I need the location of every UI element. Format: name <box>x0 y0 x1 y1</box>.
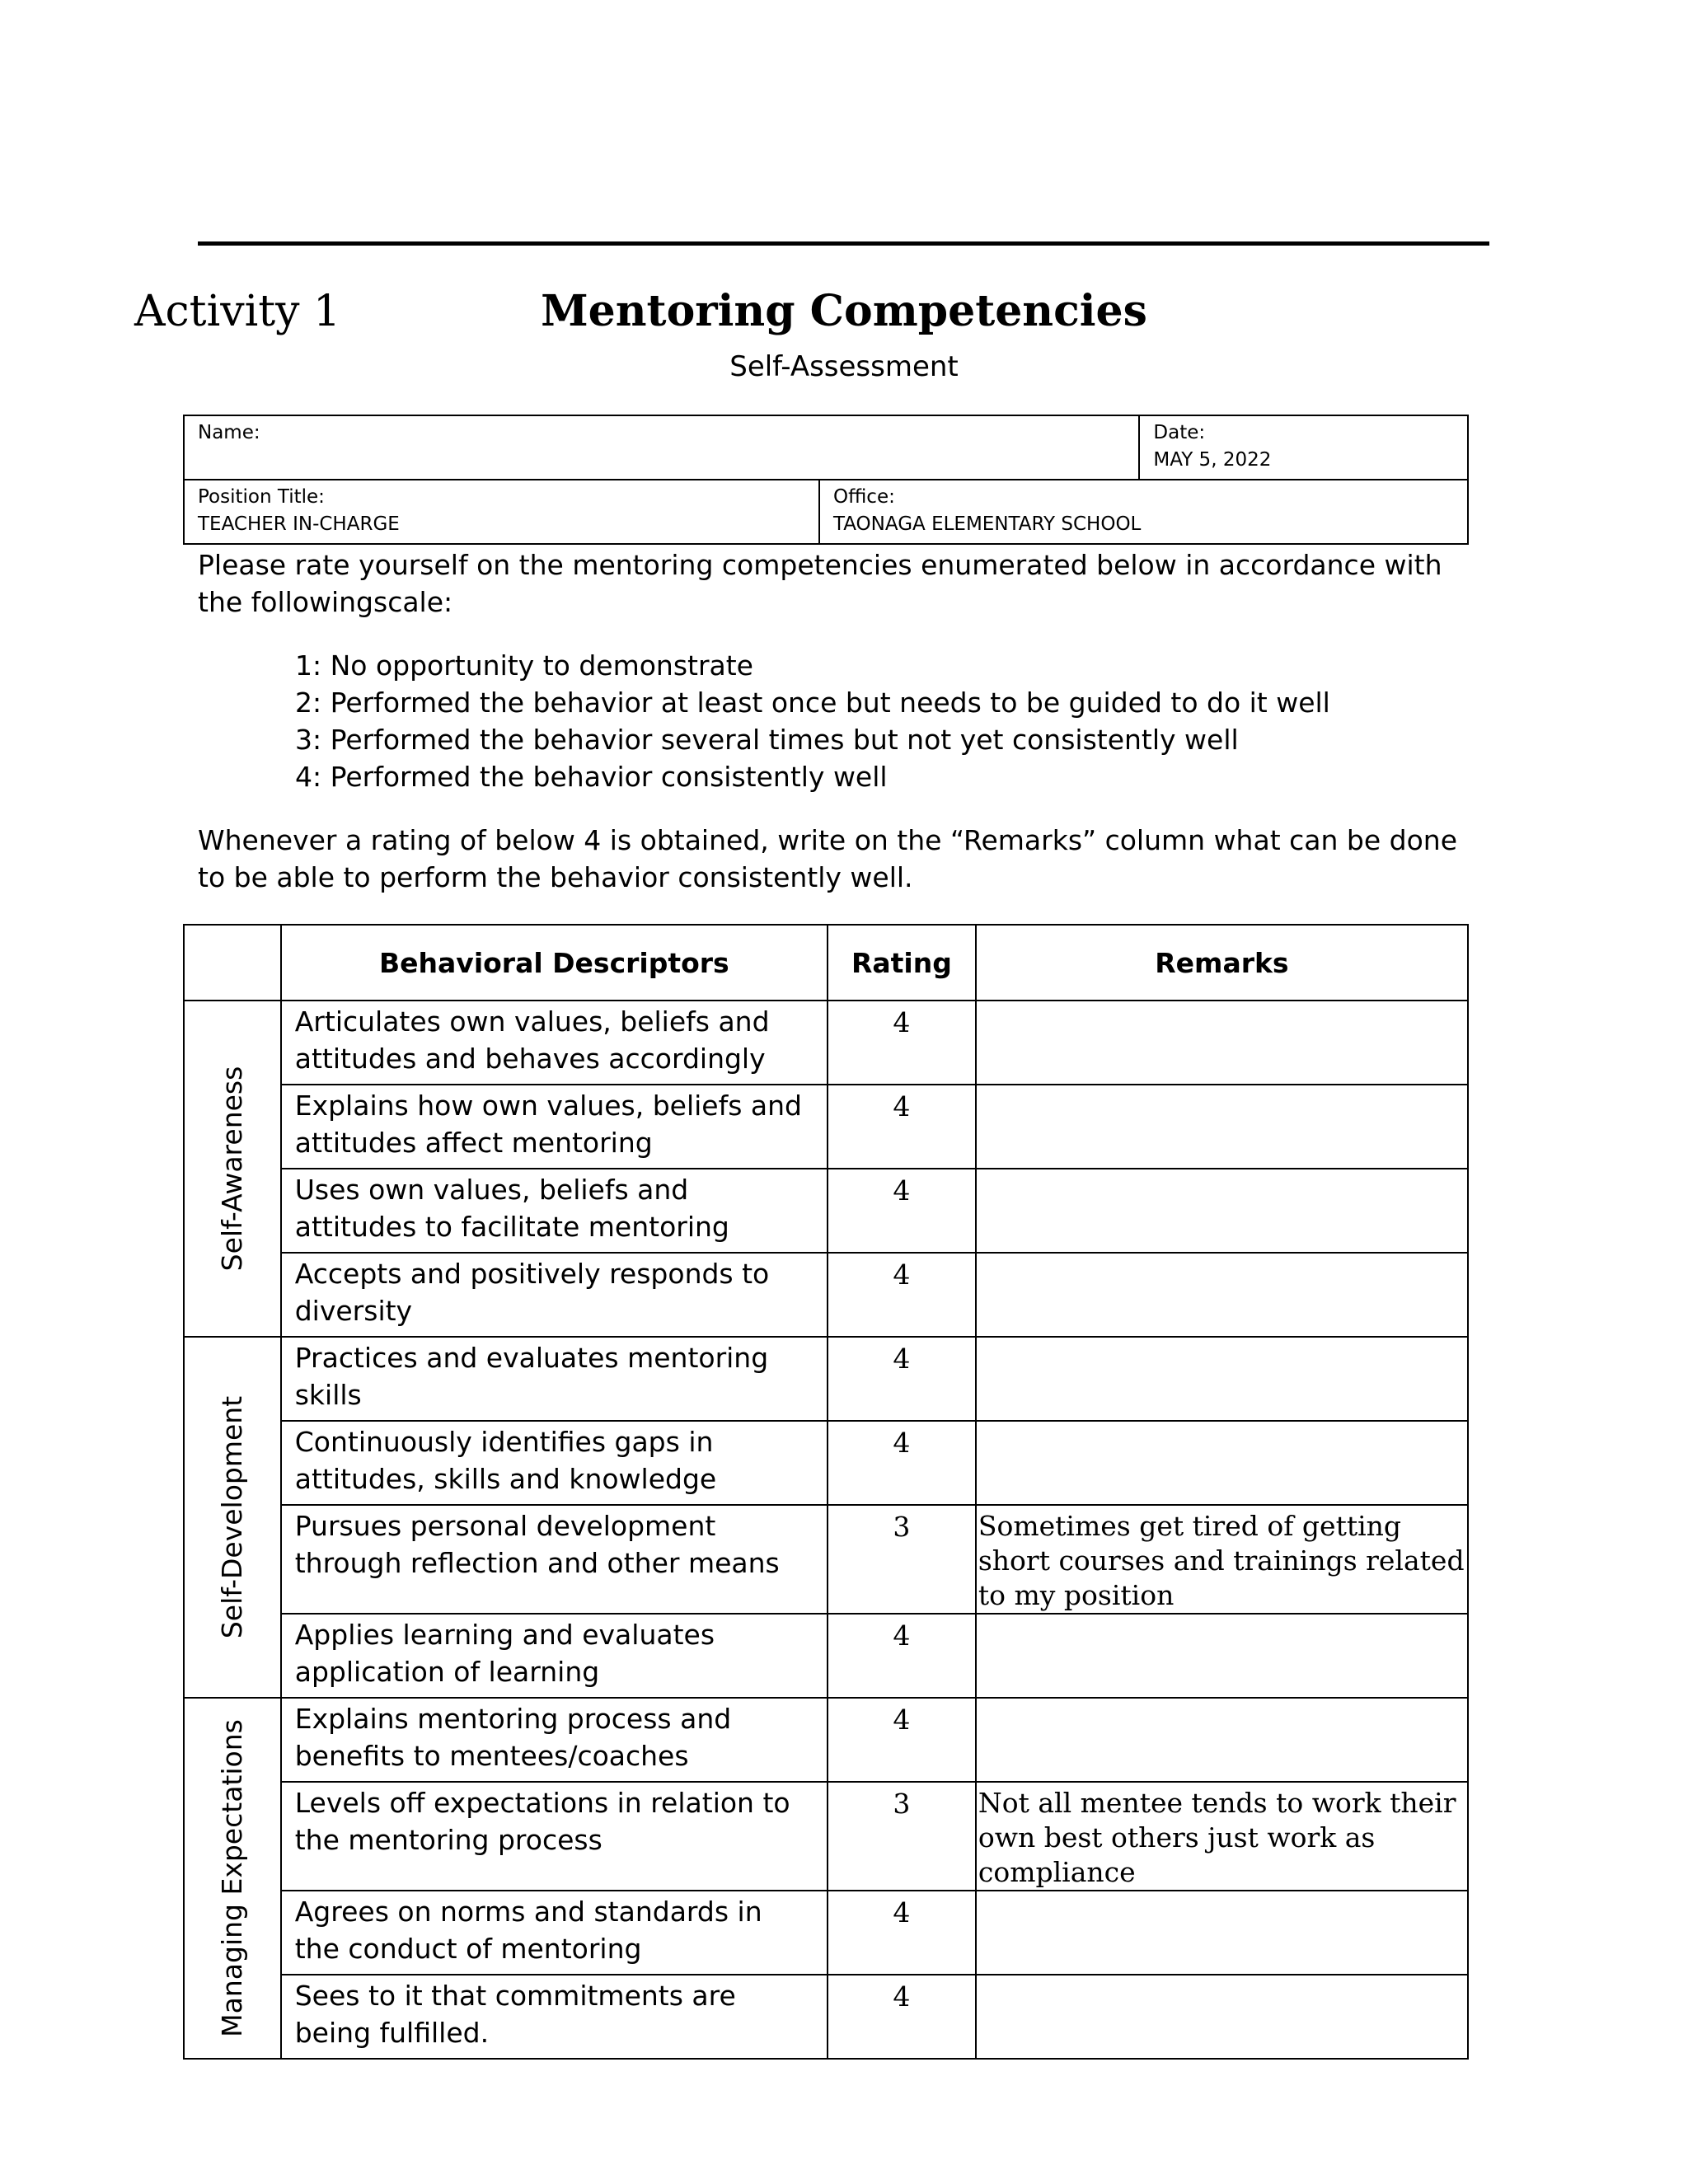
position-label: Position Title: <box>198 486 325 508</box>
rating-cell[interactable]: 4 <box>828 1337 976 1421</box>
page-title: Mentoring Competencies <box>541 286 1147 336</box>
rating-cell[interactable]: 4 <box>828 1421 976 1505</box>
rating-cell[interactable]: 4 <box>828 1614 976 1698</box>
name-label: Name: <box>198 422 260 443</box>
scale-item: 4: Performed the behavior consistently well <box>295 761 888 793</box>
office-value: TAONAGA ELEMENTARY SCHOOL <box>832 513 1142 535</box>
remarks-note: Whenever a rating of below 4 is obtained, write on the “Remarks” column what can be done to be able to perform the behavior consistently well. <box>198 824 1457 893</box>
category-label: Managing Expectations <box>215 1719 248 2037</box>
rating-scale <box>295 647 1330 795</box>
category-label: Self-Awareness <box>215 1066 248 1272</box>
date-value: MAY 5, 2022 <box>1153 449 1272 471</box>
rating-header: Rating <box>828 925 976 1001</box>
remarks-cell[interactable] <box>976 1085 1468 1169</box>
category-managing-expectations <box>184 1698 281 2059</box>
remarks-header: Remarks <box>976 925 1468 1001</box>
rating-cell[interactable]: 4 <box>828 1001 976 1085</box>
name-field[interactable] <box>184 415 1139 480</box>
descriptor-cell: Explains how own values, beliefs and attitudes affect mentoring <box>281 1085 828 1169</box>
rating-cell[interactable]: 4 <box>828 1975 976 2059</box>
remarks-cell[interactable]: Sometimes get tired of getting short courses and trainings related to my position <box>976 1505 1468 1614</box>
header-rule <box>198 241 1489 246</box>
descriptor-cell: Sees to it that commitments are being fulfilled. <box>281 1975 828 2059</box>
position-value: TEACHER IN-CHARGE <box>198 513 400 535</box>
remarks-cell[interactable]: Not all mentee tends to work their own best others just work as compliance <box>976 1782 1468 1891</box>
rating-cell[interactable]: 3 <box>828 1782 976 1891</box>
category-self-awareness <box>184 1001 281 1337</box>
remarks-cell[interactable] <box>976 1253 1468 1337</box>
rating-cell[interactable]: 4 <box>828 1085 976 1169</box>
rating-cell[interactable]: 3 <box>828 1505 976 1614</box>
competency-table <box>183 924 1469 2060</box>
descriptor-cell: Continuously identifies gaps in attitudes, skills and knowledge <box>281 1421 828 1505</box>
date-label: Date: <box>1153 422 1206 443</box>
remarks-cell[interactable] <box>976 1891 1468 1975</box>
descriptor-cell: Pursues personal development through reflection and other means <box>281 1505 828 1614</box>
office-label: Office: <box>832 486 895 508</box>
instructions-text: Please rate yourself on the mentoring competencies enumerated below in accordance with the followingscale: <box>198 549 1442 618</box>
category-self-development <box>184 1337 281 1698</box>
position-field[interactable] <box>184 480 819 544</box>
category-header <box>184 925 281 1001</box>
remarks-cell[interactable] <box>976 1337 1468 1421</box>
scale-item: 1: No opportunity to demonstrate <box>295 649 753 682</box>
descriptor-cell: Articulates own values, beliefs and attitudes and behaves accordingly <box>281 1001 828 1085</box>
descriptor-cell: Applies learning and evaluates application of learning <box>281 1614 828 1698</box>
descriptor-cell: Levels off expectations in relation to the mentoring process <box>281 1782 828 1891</box>
descriptor-cell: Explains mentoring process and benefits to mentees/coaches <box>281 1698 828 1782</box>
descriptor-cell: Agrees on norms and standards in the conduct of mentoring <box>281 1891 828 1975</box>
rating-cell[interactable]: 4 <box>828 1891 976 1975</box>
descriptor-cell: Uses own values, beliefs and attitudes to facilitate mentoring <box>281 1169 828 1253</box>
scale-item: 2: Performed the behavior at least once but needs to be guided to do it well <box>295 687 1330 719</box>
remarks-cell[interactable] <box>976 1001 1468 1085</box>
descriptor-cell: Practices and evaluates mentoring skills <box>281 1337 828 1421</box>
remarks-cell[interactable] <box>976 1169 1468 1253</box>
remarks-cell[interactable] <box>976 1975 1468 2059</box>
remarks-cell[interactable] <box>976 1614 1468 1698</box>
descriptor-cell: Accepts and positively responds to diversity <box>281 1253 828 1337</box>
descriptor-header: Behavioral Descriptors <box>281 925 828 1001</box>
rating-cell[interactable]: 4 <box>828 1169 976 1253</box>
rating-cell[interactable]: 4 <box>828 1253 976 1337</box>
date-field[interactable] <box>1139 415 1468 480</box>
scale-item: 3: Performed the behavior several times but not yet consistently well <box>295 724 1239 756</box>
remarks-cell[interactable] <box>976 1421 1468 1505</box>
rating-cell[interactable]: 4 <box>828 1698 976 1782</box>
activity-label: Activity 1 <box>134 287 341 336</box>
page-subtitle: Self-Assessment <box>729 350 959 383</box>
office-field[interactable] <box>819 480 1468 544</box>
info-table <box>183 415 1469 545</box>
remarks-cell[interactable] <box>976 1698 1468 1782</box>
category-label: Self-Development <box>215 1395 248 1639</box>
